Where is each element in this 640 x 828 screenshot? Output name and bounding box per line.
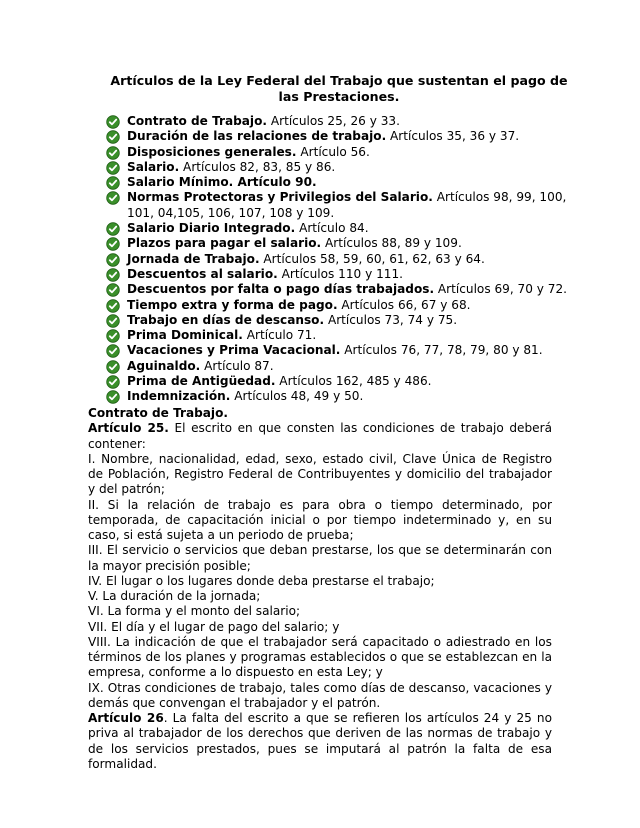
item-title: Disposiciones generales. <box>127 144 297 159</box>
check-circle-icon <box>106 390 120 404</box>
document-title <box>108 73 570 105</box>
check-circle-icon <box>106 329 120 343</box>
article-25-item: VI. La forma y el monto del salario; <box>88 604 301 619</box>
check-circle-icon <box>106 375 120 389</box>
list-item <box>106 221 576 236</box>
article-26 <box>88 711 552 772</box>
check-circle-icon <box>106 191 120 205</box>
article-25-item: II. Si la relación de trabajo es para obra o tiempo determinado, por temporada, de capacitación inicial o por tiempo indeterminado y, en su caso, si está sujeta a un periodo de prueba; <box>88 497 552 542</box>
list-item <box>106 267 576 282</box>
item-articles: Artículos 76, 77, 78, 79, 80 y 81. <box>340 343 543 358</box>
item-articles: Artículos 35, 36 y 37. <box>386 129 520 144</box>
item-articles: Artículos 88, 89 y 109. <box>321 236 462 251</box>
check-circle-icon <box>106 222 120 236</box>
list-item <box>106 252 576 267</box>
list-item <box>106 114 576 129</box>
item-title: Salario Mínimo. Artículo 90. <box>127 175 317 190</box>
check-circle-icon <box>106 115 120 129</box>
article-25-item: IV. El lugar o los lugares donde deba prestarse el trabajo; <box>88 573 435 588</box>
item-title: Normas Protectoras y Privilegios del Salario. <box>127 190 433 205</box>
item-title: Salario. <box>127 159 180 174</box>
item-articles: Artículos 98, 99, 100, 101, 04,105, 106, 107, 108 y 109. <box>127 190 567 220</box>
item-articles: Artículos 58, 59, 60, 61, 62, 63 y 64. <box>259 251 485 266</box>
check-circle-icon <box>106 283 120 297</box>
check-circle-icon <box>106 344 120 358</box>
item-title: Indemnización. <box>127 389 231 404</box>
article-25-item: I. Nombre, nacionalidad, edad, sexo, estado civil, Clave Única de Registro de Población, Registro Federal de Contribuyentes y domicilio del trabajador y del patrón; <box>88 451 552 497</box>
item-title: Tiempo extra y forma de pago. <box>127 297 338 312</box>
item-articles: Artículos 25, 26 y 33. <box>266 114 400 128</box>
item-title: Plazos para pagar el salario. <box>127 236 322 251</box>
item-articles: Artículos 73, 74 y 75. <box>324 312 458 327</box>
list-item <box>106 298 576 313</box>
list-item <box>106 343 576 358</box>
check-circle-icon <box>106 130 120 144</box>
article-body <box>88 406 552 772</box>
list-item <box>106 236 576 251</box>
title-line-1: Artículos de la Ley Federal del Trabajo que sustentan el pago de <box>110 73 568 88</box>
item-title: Salario Diario Integrado. <box>127 221 296 236</box>
item-title: Aguinaldo. <box>127 358 201 373</box>
list-item <box>106 389 576 404</box>
item-title: Descuentos por falta o pago días trabajados. <box>127 282 435 297</box>
list-item <box>106 374 576 389</box>
articles-list <box>106 114 576 405</box>
check-circle-icon <box>106 360 120 374</box>
item-articles: Artículo 56. <box>296 144 370 159</box>
list-item <box>106 282 576 297</box>
article-25-item: VIII. La indicación de que el trabajador será capacitado o adiestrado en los términos de los planes y programas establecidos o que se establezcan en la empresa, conforme a lo dispuesto en esta Ley; y <box>88 634 552 680</box>
check-circle-icon <box>106 253 120 267</box>
article-25-item: VII. El día y el lugar de pago del salario; y <box>88 619 340 634</box>
list-item <box>106 313 576 328</box>
item-articles: Artículo 87. <box>200 358 274 373</box>
article-26-label: Artículo 26 <box>88 711 164 725</box>
check-circle-icon <box>106 146 120 160</box>
article-25-item: IX. Otras condiciones de trabajo, tales como días de descanso, vacaciones y demás que convengan el trabajador y el patrón. <box>88 680 552 710</box>
item-articles: Artículo 84. <box>295 221 369 236</box>
list-item <box>106 175 576 190</box>
check-circle-icon <box>106 161 120 175</box>
check-circle-icon <box>106 237 120 251</box>
check-circle-icon <box>106 299 120 313</box>
list-item <box>106 359 576 374</box>
item-articles: Artículos 69, 70 y 72. <box>434 282 568 297</box>
item-title: Duración de las relaciones de trabajo. <box>127 129 387 144</box>
check-circle-icon <box>106 268 120 282</box>
item-articles: Artículo 71. <box>242 328 317 343</box>
article-25-label: Artículo 25. <box>88 421 169 436</box>
list-item <box>106 129 576 144</box>
check-circle-icon <box>106 314 120 328</box>
list-item <box>106 328 576 343</box>
item-title: Contrato de Trabajo. <box>127 114 267 128</box>
item-articles: Artículos 66, 67 y 68. <box>337 297 471 312</box>
article-25-intro-text: El escrito en que consten las condiciones de trabajo deberá contener: <box>88 421 552 451</box>
list-item <box>106 190 576 221</box>
list-item <box>106 160 576 175</box>
list-item <box>106 145 576 160</box>
section-heading: Contrato de Trabajo. <box>88 406 228 420</box>
article-25-intro <box>88 421 552 452</box>
title-line-2: las Prestaciones. <box>278 89 400 104</box>
article-26-text: . La falta del escrito a que se refieren los artículos 24 y 25 no priva al trabajador de los derechos que deriven de las normas de trabajo y de los servicios prestados, pues se imputará al patrón la falta de esa formalidad. <box>88 711 552 771</box>
item-title: Vacaciones y Prima Vacacional. <box>127 343 341 358</box>
item-title: Prima Dominical. <box>127 328 243 343</box>
item-articles: Artículos 82, 83, 85 y 86. <box>179 159 336 174</box>
article-25-item: V. La duración de la jornada; <box>88 589 261 603</box>
item-title: Prima de Antigüedad. <box>127 374 276 389</box>
item-articles: Artículos 110 y 111. <box>277 266 404 281</box>
item-title: Descuentos al salario. <box>127 266 278 281</box>
check-circle-icon <box>106 176 120 190</box>
article-25-item: III. El servicio o servicios que deban prestarse, los que se determinarán con la mayor precisión posible; <box>88 543 552 573</box>
item-title: Trabajo en días de descanso. <box>127 312 325 327</box>
item-articles: Artículos 162, 485 y 486. <box>275 374 432 389</box>
item-articles: Artículos 48, 49 y 50. <box>230 389 364 404</box>
item-title: Jornada de Trabajo. <box>127 251 260 266</box>
